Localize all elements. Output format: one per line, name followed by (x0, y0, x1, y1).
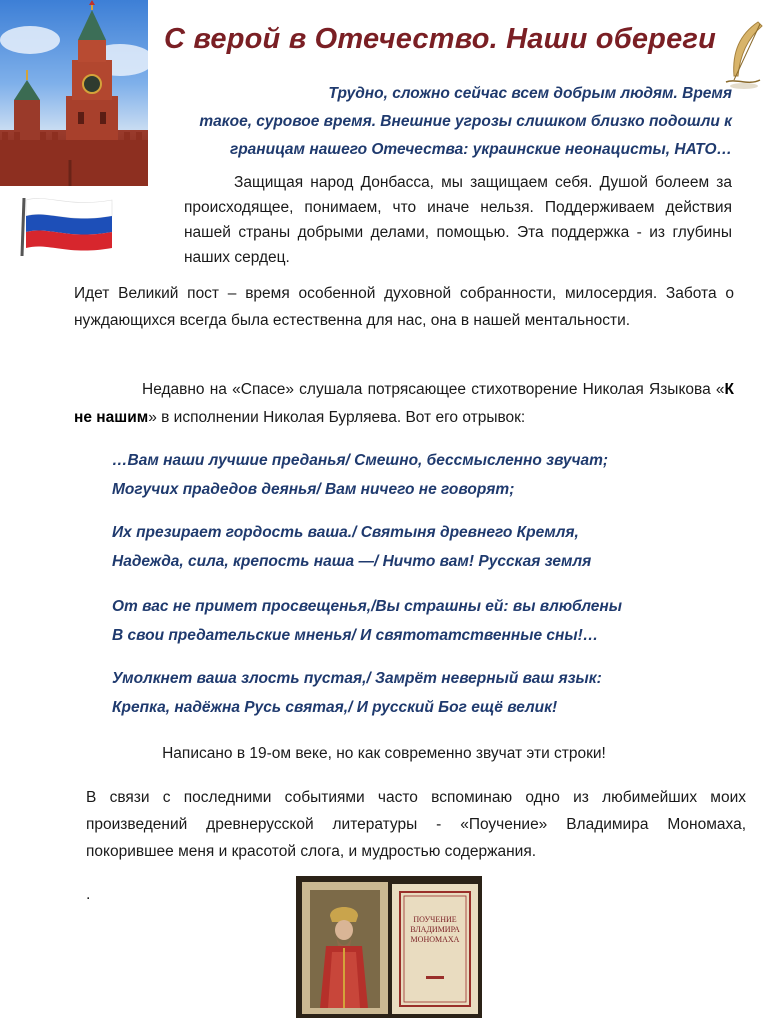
poem-line: От вас не примет просвещенья,/Вы страшны ей: вы влюблены (112, 598, 623, 615)
intro-text: » в исполнении Николая Бурляева. Вот его отрывок: (148, 409, 526, 426)
poem-line: …Вам наши лучшие преданья/ Смешно, бессмысленно звучат; (112, 452, 609, 469)
paragraph-donbass: Защищая народ Донбасса, мы защищаем себя. Душой болеем за происходящее, понимаем, что иначе нельзя. Поддерживаем действия нашей страны добрыми делами, помощью. Эта поддержка - из глубины наших сердец. (184, 174, 732, 266)
kremlin-photo (0, 0, 148, 186)
poem-stanza (112, 592, 692, 650)
poem-stanza (112, 446, 692, 504)
paragraph-poem-intro (74, 376, 734, 432)
paragraph-comment: Написано в 19-ом веке, но как современно звучат эти строки! (162, 745, 606, 762)
book-cover-title: ВЛАДИМИРА (410, 925, 460, 934)
poem-title: К не нашим (74, 381, 734, 426)
page-title: С верой в Отечество. Наши обереги (163, 23, 717, 55)
paragraph-monomakh: В связи с последними событиями часто вспоминаю одно из любимейших моих произведений древнерусской литературы - «Поучение» Владимира Мономаха, покорившее меня и красотой слога, и мудростью содержания. (86, 789, 746, 860)
lead-text (152, 80, 732, 164)
paragraph-lent: Идет Великий пост – время особенной духовной собранности, милосердия. Забота о нуждающихся всегда была естественна для нас, она в нашей ментальности. (74, 285, 734, 329)
poem-line: Умолкнет ваша злость пустая,/ Замрёт неверный ваш язык: (112, 670, 602, 687)
poem-line: В свои предательские мненья/ И святотатственные сны!… (112, 627, 599, 644)
poem-stanza (112, 664, 692, 722)
lead-line: Трудно, сложно сейчас всем добрым людям. Время (328, 85, 732, 102)
book-cover-title: МОНОМАХА (410, 935, 460, 944)
poem-line: Крепка, надёжна Русь святая,/ И русский Бог ещё велик! (112, 699, 558, 716)
lead-line: такое, суровое время. Внешние угрозы слишком близко подошли к (199, 113, 732, 130)
book-photo (296, 876, 482, 1018)
poem-line: Их презирает гордость ваша./ Святыня древнего Кремля, (112, 524, 579, 541)
lead-line: границам нашего Отечества: украинские неонацисты, НАТО… (229, 141, 732, 158)
intro-text: Недавно на «Спасе» слушала потрясающее стихотворение Николая Языкова « (142, 381, 725, 398)
russian-flag-icon (18, 194, 116, 258)
book-cover-title: ПОУЧЕНИЕ (413, 915, 457, 924)
trailing-dot: . (86, 886, 91, 903)
poem-line: Могучих прадедов деянья/ Вам ничего не говорят; (112, 481, 515, 498)
poem-stanza (112, 518, 692, 576)
poem-line: Надежда, сила, крепость наша —/ Ничто вам! Русская земля (112, 553, 592, 570)
